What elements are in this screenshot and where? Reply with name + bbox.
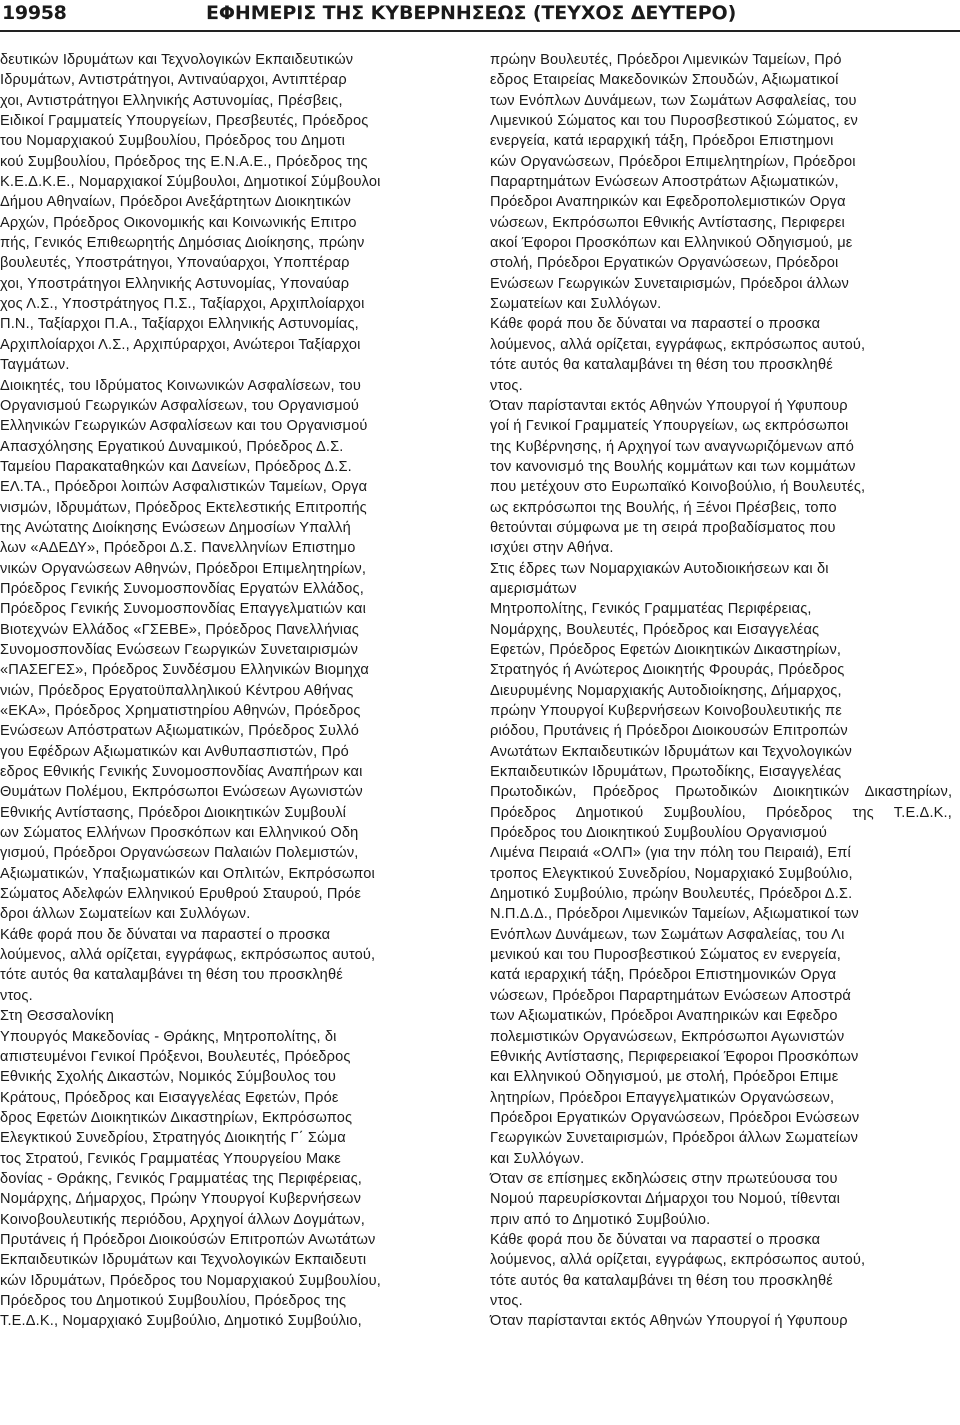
left-column-line: Κράτους, Πρόεδρος και Εισαγγελέας Εφετών, Πρόε [0, 1089, 339, 1106]
right-column-line: Σωματείων και Συλλόγων. [490, 296, 662, 313]
left-column-line: δονίας - Θράκης, Γενικός Γραμματέας της Περιφέρειας, [0, 1170, 362, 1187]
left-column-line: νικών Οργανώσεων Αθηνών, Πρόεδροι Επιμελητηρίων, [0, 560, 367, 577]
right-column-line: Ν.Π.Δ.Δ., Πρόεδροι Λιμενικών Ταμείων, Αξιωματικοί των [490, 906, 859, 923]
left-column-line: τότε αυτός θα καταλαμβάνει τη θέση του προσκληθέ [0, 967, 343, 984]
left-column-line: Οργανισμού Γεωργικών Ασφαλίσεων, του Οργανισμού [0, 397, 360, 414]
left-column-line: ων Σώματος Ελλήνων Προσκόπων και Ελληνικού Οδη [0, 825, 359, 842]
left-column-line: χοι, Αντιστράτηγοι Ελληνικής Αστυνομίας, Πρέσβεις, [0, 92, 343, 109]
left-column-line: Πρόεδρος Γενικής Συνομοσπονδίας Εργατών Ελλάδος, [0, 580, 364, 597]
left-column-line: Νομάρχης, Δήμαρχος, Πρώην Υπουργοί Κυβερνήσεων [0, 1191, 362, 1208]
left-column-line: Ταγμάτων. [0, 357, 70, 374]
left-column-line: Στη Θεσσαλονίκη [0, 1008, 114, 1025]
right-column-line: νώσεων, Πρόεδροι Παραρτημάτων Ενώσεων Αποστρά [490, 987, 851, 1004]
right-column [490, 50, 952, 1332]
right-column-line: Πρωτοδικών, Πρόεδρος Πρωτοδικών Διοικητικών Δικαστηρίων, [490, 784, 953, 801]
right-column-line: των Ενόπλων Δυνάμεων, των Σωμάτων Ασφαλείας, του [490, 92, 857, 109]
right-column-line: γοί ή Γενικοί Γραμματείς Υπουργείων, ως εκπρόσωποι [490, 418, 849, 435]
left-column-line: ντος. [0, 987, 33, 1004]
left-column-line: δευτικών Ιδρυμάτων και Τεχνολογικών Εκπαιδευτικών [0, 52, 354, 68]
right-column-line: θετούνται σύμφωνα με τη σειρά προβαδίσματος που [490, 519, 836, 536]
right-column-line: Παραρτημάτων Ενώσεων Αποστράτων Αξιωματικών, [490, 174, 839, 191]
right-column-line: Πρόεδροι Εργατικών Οργανώσεων, Πρόεδροι Ενώσεων [490, 1109, 860, 1126]
right-column-line: της Κυβέρνησης, ή Αρχηγοί των αναγνωριζόμενων από [490, 438, 854, 455]
right-column-line: ως εκπρόσωποι της Βουλής, ή Ξένοι Πρέσβεις, τοπο [490, 499, 837, 516]
page-header [0, 0, 960, 32]
left-column-line: Πρυτάνεις ή Πρόεδροι Διοικούσών Επιτροπών Ανωτάτων [0, 1231, 376, 1248]
right-column-line: τροπος Ελεγκτικού Συνεδρίου, Νομαρχιακό Συμβούλιο, [490, 865, 853, 882]
right-column-line: Νομάρχης, Βουλευτές, Πρόεδρος και Εισαγγελέας [490, 621, 820, 638]
left-column-line: νιών, Πρόεδρος Εργατοϋπαλληλικού Κέντρου Αθήνας [0, 682, 354, 699]
left-column-line: Ενώσεων Απόστρατων Αξιωματικών, Πρόεδρος Συλλό [0, 723, 359, 740]
left-column-line: της Ανώτατης Διοίκησης Ενώσεων Δημοσίων Υπαλλή [0, 519, 351, 536]
right-column-line: τότε αυτός θα καταλαμβάνει τη θέση του προσκληθέ [490, 1272, 833, 1289]
left-column-line: «ΠΑΣΕΓΕΣ», Πρόεδρος Συνδέσμου Ελληνικών Βιομηχα [0, 662, 369, 679]
left-column-line: Π.Ν., Ταξίαρχοι Π.Α., Ταξίαρχοι Ελληνικής Αστυνομίας, [0, 316, 359, 333]
right-column-line: Λιμένα Πειραιά «ΟΛΠ» (για την πόλη του Πειραιά), Επί [490, 845, 851, 862]
left-column-line: Ελεγκτικού Συνεδρίου, Στρατηγός Διοικητής Γ΄ Σώμα [0, 1130, 346, 1147]
left-column-line: απιστευμένοι Γενικοί Πρόξενοι, Βουλευτές, Πρόεδρος [0, 1048, 351, 1065]
right-column-line: ντος. [490, 377, 523, 394]
right-column-line: εδρος Εταιρείας Μακεδονικών Σπουδών, Αξιωματικοί [490, 72, 839, 89]
right-column-line: Γεωργικών Συνεταιρισμών, Πρόεδροι άλλων Σωματείων [490, 1130, 859, 1147]
left-column-line: τος Στρατού, Γενικός Γραμματέας Υπουργείου Μακε [0, 1150, 341, 1167]
left-column-line: λων «ΑΔΕΔΥ», Πρόεδροι Δ.Σ. Πανελληνίων Επιστημο [0, 540, 356, 557]
right-column-line: τότε αυτός θα καταλαμβάνει τη θέση του προσκληθέ [490, 357, 833, 374]
right-column-line: ντος. [490, 1292, 523, 1309]
right-column-line: ριόδου, Πρυτάνεις ή Πρόεδροι Διοικουσών Επιτροπών [490, 723, 848, 740]
right-column-line: Εθνικής Αντίστασης, Περιφερειακοί Έφοροι Προσκόπων [490, 1048, 859, 1065]
right-column-line: Στρατηγός ή Ανώτερος Διοικητής Φρουράς, Πρόεδρος [490, 662, 845, 679]
right-column-line: Κάθε φορά που δε δύναται να παραστεί ο προσκα [490, 1231, 821, 1248]
left-column-line: Ελληνικών Γεωργικών Ασφαλίσεων και του Οργανισμού [0, 418, 368, 435]
left-column-line: νισμών, Ιδρυμάτων, Πρόεδρος Εκτελεστικής Επιτροπής [0, 499, 367, 516]
left-column-line: χος Λ.Σ., Υποστράτηγος Π.Σ., Ταξίαρχοι, Αρχιπλοίαρχοι [0, 296, 365, 313]
left-column-line: του Νομαρχιακού Συμβουλίου, Πρόεδρος του Δημοτι [0, 133, 346, 150]
right-column-line: πολεμιστικών Οργανώσεων, Εκπρόσωποι Αγωνιστών [490, 1028, 845, 1045]
left-column-line: Πρόεδρος Γενικής Συνομοσπονδίας Επαγγελματιών και [0, 601, 366, 618]
right-column-line: Λιμενικού Σώματος και του Πυροσβεστικού Σώματος, εν [490, 113, 858, 130]
left-column [0, 50, 470, 1332]
left-column-line: κού Συμβουλίου, Πρόεδρος της Ε.Ν.Α.Ε., Πρόεδρος της [0, 153, 368, 170]
left-column-line: δρος Εφετών Διοικητικών Δικαστηρίων, Εκπρόσωπος [0, 1109, 353, 1126]
left-column-line: Διοικητές, του Ιδρύματος Κοινωνικών Ασφαλίσεων, του [0, 377, 361, 394]
right-column-line: Εφετών, Πρόεδρος Εφετών Διοικητικών Δικαστηρίων, [490, 641, 842, 658]
left-column-line: Τ.Ε.Δ.Κ., Νομαρχιακό Συμβούλιο, Δημοτικό Συμβούλιο, [0, 1313, 362, 1330]
header-rule [0, 30, 960, 32]
left-column-line: «ΕΚΑ», Πρόεδρος Χρηματιστηρίου Αθηνών, Πρόεδρος [0, 703, 361, 719]
left-column-line: ΕΛ.ΤΑ., Πρόεδροι λοιπών Ασφαλιστικών Ταμείων, Οργα [0, 479, 368, 496]
right-column-line: Πρόεδροι Αναπηρικών και Εφεδροπολεμιστικών Οργα [490, 194, 846, 211]
left-column-line: Συνομοσπονδίας Ενώσεων Γεωργικών Συνεταιρισμών [0, 641, 359, 658]
right-column-line: κατά ιεραρχική τάξη, Πρόεδροι Επιστημονικών Οργα [490, 967, 837, 984]
left-column-line: βουλευτές, Υποστράτηγοι, Υποναύαρχοι, Υποπτέραρ [0, 255, 350, 272]
left-column-line: Εκπαιδευτικών Ιδρυμάτων και Τεχνολογικών Εκπαιδευτι [0, 1252, 367, 1269]
right-column-line: αμερισμάτων [490, 580, 577, 597]
left-column-line: Αξιωματικών, Υπαξιωματικών και Οπλιτών, Εκπρόσωποι [0, 865, 375, 882]
left-column-line: Αρχών, Πρόεδρος Οικονομικής και Κοινωνικής Επιτρο [0, 214, 357, 231]
right-column-line: Ανωτάτων Εκπαιδευτικών Ιδρυμάτων και Τεχνολογικών [490, 743, 853, 760]
right-column-line: πρώην Υπουργοί Κυβερνήσεων Κοινοβουλευτικής πε [490, 703, 842, 719]
right-column-line: Όταν παρίστανται εκτός Αθηνών Υπουργοί ή Υφυπουρ [490, 1313, 848, 1330]
left-column-line: εδρος Εθνικής Γενικής Συνομοσπονδίας Αναπήρων και [0, 764, 363, 781]
left-column-line: Ταμείου Παρακαταθηκών και Δανείων, Πρόεδρος Δ.Σ. [0, 458, 352, 475]
left-column-line: Υπουργός Μακεδονίας - Θράκης, Μητροπολίτης, δι [0, 1028, 337, 1045]
right-column-line: Διευρυμένης Νομαρχιακής Αυτοδιοίκησης, Δήμαρχος, [490, 682, 842, 699]
left-column-line: Ιδρυμάτων, Αντιστράτηγοι, Αντιναύαρχοι, Αντιπτέραρ [0, 72, 347, 89]
left-column-line: γου Εφέδρων Αξιωματικών και Ανθυπασπιστών, Πρό [0, 743, 349, 760]
right-column-line: πριν από το Δημοτικό Συμβούλιο. [490, 1211, 711, 1228]
left-column-line: χοι, Υποστράτηγοι Ελληνικής Αστυνομίας, Υποναύαρ [0, 275, 350, 292]
right-column-line: τον κανονισμό της Βουλής κομμάτων και των κομμάτων [490, 458, 856, 475]
right-column-line: Όταν σε επίσημες εκδηλώσεις στην πρωτεύουσα του [490, 1170, 838, 1187]
right-column-line: Στις έδρες των Νομαρχιακών Αυτοδιοικήσεων και δι [490, 560, 829, 577]
left-column-line: λούμενος, αλλά ορίζεται, εγγράφως, εκπρόσωπος αυτού, [0, 947, 376, 964]
right-column-line: που μετέχουν στο Ευρωπαϊκό Κοινοβούλιο, ή Βουλευτές, [490, 479, 866, 496]
left-column-line: Εθνικής Σχολής Δικαστών, Νομικός Σύμβουλος του [0, 1069, 336, 1086]
right-column-line: ακοί Έφοροι Προσκόπων και Ελληνικού Οδηγισμού, με [490, 235, 853, 252]
gazette-title: ΕΦΗΜΕΡΙΣ ΤΗΣ ΚΥΒΕΡΝΗΣΕΩΣ (ΤΕΥΧΟΣ ΔΕΥΤΕΡΟ) [206, 2, 737, 24]
right-column-line: Κάθε φορά που δε δύναται να παραστεί ο προσκα [490, 316, 821, 333]
left-column-line: Βιοτεχνών Ελλάδος «ΓΣΕΒΕ», Πρόεδρος Πανελλήνιας [0, 621, 359, 638]
right-column-line: λούμενος, αλλά ορίζεται, εγγράφως, εκπρόσωπος αυτού, [490, 336, 866, 353]
left-column-line: Δήμου Αθηναίων, Πρόεδροι Ανεξάρτητων Διοικητικών [0, 194, 351, 211]
left-column-line: Πρόεδρος του Δημοτικού Συμβουλίου, Πρόεδρος της [0, 1292, 347, 1309]
left-column-line: κών Ιδρυμάτων, Πρόεδρος του Νομαρχιακού Συμβουλίου, [0, 1272, 381, 1289]
right-column-line: Ενόπλων Δυνάμεων, των Σωμάτων Ασφαλείας, του Λι [490, 926, 845, 943]
left-column-line: δροι άλλων Σωματείων και Συλλόγων. [0, 906, 251, 923]
right-column-line: Ενώσεων Γεωργικών Συνεταιρισμών, Πρόεδροι άλλων [490, 275, 849, 292]
left-column-line: Κοινοβουλευτικής περιόδου, Αρχηγοί άλλων Δογμάτων, [0, 1211, 365, 1228]
right-column-line: και Ελληνικού Οδηγισμού, με στολή, Πρόεδροι Επιμε [490, 1069, 839, 1086]
right-column-line: Μητροπολίτης, Γενικός Γραμματέας Περιφέρειας, [490, 601, 812, 618]
left-column-line: Κ.Ε.Δ.Κ.Ε., Νομαρχιακοί Σύμβουλοι, Δημοτικοί Σύμβουλοι [0, 174, 381, 191]
right-column-line: Δημοτικό Συμβούλιο, πρώην Βουλευτές, Πρόεδροι Δ.Σ. [490, 886, 853, 903]
page-number: 19958 [2, 2, 67, 24]
right-column-line: λούμενος, αλλά ορίζεται, εγγράφως, εκπρόσωπος αυτού, [490, 1252, 866, 1269]
left-column-line: Κάθε φορά που δε δύναται να παραστεί ο προσκα [0, 926, 331, 943]
right-column-line: Νομού παρευρίσκονται Δήμαρχοι του Νομού, τίθενται [490, 1191, 841, 1208]
right-column-line: Πρόεδρος Δημοτικού Συμβουλίου, Πρόεδρος της Τ.Ε.Δ.Κ., [490, 804, 952, 821]
right-column-line: και Συλλόγων. [490, 1150, 585, 1167]
right-column-line: ενεργεία, κατά ιεραρχική τάξη, Πρόεδροι Επιστημονι [490, 133, 834, 150]
left-column-line: Σώματος Αδελφών Ελληνικού Ερυθρού Σταυρού, Πρόε [0, 886, 361, 903]
left-column-line: πής, Γενικός Επιθεωρητής Δημόσιας Διοίκησης, πρώην [0, 235, 365, 252]
right-column-line: στολή, Πρόεδροι Εργατικών Οργανώσεων, Πρόεδροι [490, 255, 839, 272]
left-column-line: Εθνικής Αντίστασης, Πρόεδροι Διοικητικών Συμβουλί [0, 804, 347, 821]
left-column-line: Αρχιπλοίαρχοι Λ.Σ., Αρχιπύραρχοι, Ανώτεροι Ταξίαρχοι [0, 336, 361, 353]
left-column-line: Απασχόλησης Εργατικού Δυναμικού, Πρόεδρος Δ.Σ. [0, 438, 344, 455]
right-column-line: των Αξιωματικών, Πρόεδροι Αναπηρικών και Εφεδρο [490, 1008, 838, 1025]
right-column-line: μενικού και του Πυροσβεστικού Σώματος εν ενεργεία, [490, 947, 841, 964]
left-column-line: Ειδικοί Γραμματείς Υπουργείων, Πρεσβευτές, Πρόεδρος [0, 113, 369, 130]
right-column-line: Εκπαιδευτικών Ιδρυμάτων, Πρωτοδίκης, Εισαγγελέας [490, 764, 842, 781]
right-column-line: λητηρίων, Πρόεδροι Επαγγελματικών Οργανώσεων, [490, 1089, 835, 1106]
right-column-line: κών Οργανώσεων, Πρόεδροι Επιμελητηρίων, Πρόεδροι [490, 153, 856, 170]
left-column-line: γισμού, Πρόεδροι Οργανώσεων Παλαιών Πολεμιστών, [0, 845, 359, 862]
right-column-line: Όταν παρίστανται εκτός Αθηνών Υπουργοί ή Υφυπουρ [490, 397, 848, 414]
right-column-line: νώσεων, Εκπρόσωποι Εθνικής Αντίστασης, Περιφερει [490, 214, 845, 231]
right-column-line: Πρόεδρος του Διοικητικού Συμβουλίου Οργανισμού [490, 825, 827, 842]
right-column-line: πρώην Βουλευτές, Πρόεδροι Λιμενικών Ταμείων, Πρό [490, 52, 842, 68]
right-column-line: ισχύει στην Αθήνα. [490, 540, 614, 557]
left-column-line: Θυμάτων Πολέμου, Εκπρόσωποι Ενώσεων Αγωνιστών [0, 784, 363, 801]
